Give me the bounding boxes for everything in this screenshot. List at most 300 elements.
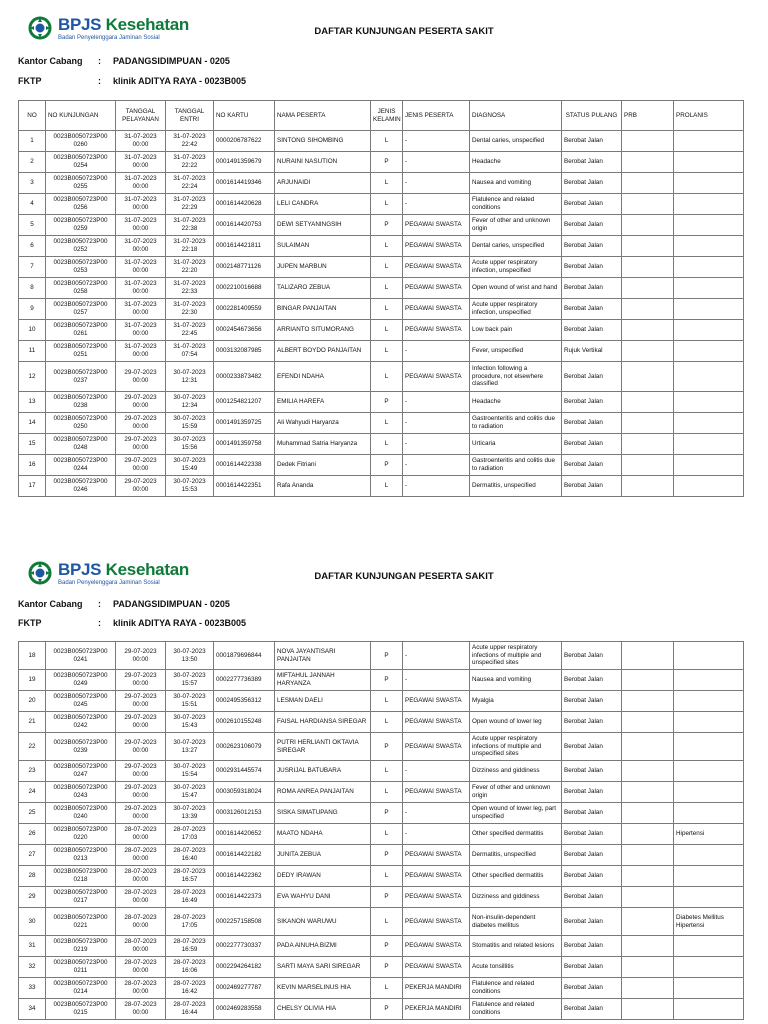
col-no-cell: 32 (19, 957, 46, 978)
col-tanggal-pelayanan-cell: 29-07-2023 00:00 (116, 733, 166, 761)
col-status-pulang-cell: Berobat Jalan (562, 936, 622, 957)
col-tanggal-entri-cell: 30-07-2023 12:34 (166, 392, 214, 413)
col-nama-peserta-cell: FAISAL HARDIANSA SIREGAR (275, 712, 371, 733)
col-no-kartu-cell: 0001614420652 (214, 824, 275, 845)
col-prb-cell (622, 936, 674, 957)
col-no-kunjungan-cell: 0023B0050723P00 0259 (46, 215, 116, 236)
col-no-kartu-cell: 0002294264182 (214, 957, 275, 978)
page-separator (0, 522, 768, 544)
col-no-cell: 10 (19, 320, 46, 341)
col-prb-cell (622, 131, 674, 152)
col-tanggal-pelayanan-cell: 29-07-2023 00:00 (116, 803, 166, 824)
col-nama-peserta-cell: NURAINI NASUTION (275, 152, 371, 173)
col-nama-peserta-cell: EVA WAHYU DANI (275, 887, 371, 908)
col-tanggal-pelayanan-cell: 29-07-2023 00:00 (116, 434, 166, 455)
col-diagnosa-cell: Other specified dermatitis (470, 866, 562, 887)
col-prolanis-cell (674, 733, 744, 761)
col-diagnosa-cell: Other specified dermatitis (470, 824, 562, 845)
col-status-pulang-cell: Berobat Jalan (562, 173, 622, 194)
col-tanggal-entri-cell: 30-07-2023 13:27 (166, 733, 214, 761)
col-no-kartu-cell: 0002623106079 (214, 733, 275, 761)
col-no-kartu-cell: 0001491359758 (214, 434, 275, 455)
col-no-cell: 24 (19, 782, 46, 803)
col-tanggal-pelayanan-cell: 28-07-2023 00:00 (116, 824, 166, 845)
col-no-kunjungan-header: NO KUNJUNGAN (46, 101, 116, 131)
col-jenis-kelamin-cell: L (371, 824, 403, 845)
table-row (19, 712, 744, 733)
col-no-kartu-cell: 0001614420628 (214, 194, 275, 215)
col-jenis-peserta-cell: - (403, 670, 470, 691)
col-no-cell: 11 (19, 341, 46, 362)
col-jenis-kelamin-cell: L (371, 761, 403, 782)
col-status-pulang-cell: Rujuk Vertikal (562, 341, 622, 362)
col-jenis-kelamin-cell: L (371, 782, 403, 803)
col-jenis-kelamin-cell: L (371, 978, 403, 999)
col-tanggal-entri-header: TANGGAL ENTRI (166, 101, 214, 131)
col-diagnosa-cell: Dermatitis, unspecified (470, 476, 562, 497)
col-no-header: NO (19, 101, 46, 131)
col-no-cell: 2 (19, 152, 46, 173)
col-jenis-kelamin-header: JENIS KELAMIN (371, 101, 403, 131)
col-jenis-peserta-cell: PEGAWAI SWASTA (403, 215, 470, 236)
col-prolanis-cell (674, 957, 744, 978)
col-tanggal-pelayanan-cell: 31-07-2023 00:00 (116, 299, 166, 320)
col-no-kartu-cell: 0001879696844 (214, 642, 275, 670)
col-nama-peserta-header: NAMA PESERTA (275, 101, 371, 131)
col-jenis-kelamin-cell: L (371, 362, 403, 392)
table-row (19, 803, 744, 824)
col-prb-cell (622, 278, 674, 299)
col-diagnosa-cell: Acute upper respiratory infection, unspecified (470, 257, 562, 278)
col-tanggal-pelayanan-cell: 31-07-2023 00:00 (116, 194, 166, 215)
col-status-pulang-cell: Berobat Jalan (562, 434, 622, 455)
col-jenis-kelamin-cell: P (371, 215, 403, 236)
col-tanggal-pelayanan-cell: 28-07-2023 00:00 (116, 957, 166, 978)
col-jenis-kelamin-cell: P (371, 733, 403, 761)
col-tanggal-entri-cell: 30-07-2023 15:47 (166, 782, 214, 803)
col-nama-peserta-cell: MIFTAHUL JANNAH HARYANZA (275, 670, 371, 691)
col-nama-peserta-cell: LELI CANDRA (275, 194, 371, 215)
col-nama-peserta-cell: SIKANON WARUWU (275, 908, 371, 936)
col-diagnosa-cell: Flatulence and related conditions (470, 978, 562, 999)
col-no-kunjungan-cell: 0023B0050723P00 0215 (46, 999, 116, 1020)
col-tanggal-pelayanan-cell: 29-07-2023 00:00 (116, 670, 166, 691)
col-jenis-kelamin-cell: L (371, 691, 403, 712)
col-jenis-peserta-cell: PEGAWAI SWASTA (403, 908, 470, 936)
col-diagnosa-header: DIAGNOSA (470, 101, 562, 131)
col-prb-cell (622, 476, 674, 497)
col-no-cell: 20 (19, 691, 46, 712)
table-row (19, 824, 744, 845)
col-nama-peserta-cell: Muhammad Satria Haryanza (275, 434, 371, 455)
col-tanggal-entri-cell: 30-07-2023 15:51 (166, 691, 214, 712)
col-no-cell: 7 (19, 257, 46, 278)
col-prolanis-cell (674, 131, 744, 152)
col-prolanis-cell (674, 299, 744, 320)
col-diagnosa-cell: Acute tonsillitis (470, 957, 562, 978)
col-prb-cell (622, 299, 674, 320)
col-prb-cell (622, 320, 674, 341)
col-diagnosa-cell: Dermatitis, unspecified (470, 845, 562, 866)
col-prb-cell (622, 908, 674, 936)
col-diagnosa-cell: Dental caries, unspecified (470, 236, 562, 257)
col-no-cell: 19 (19, 670, 46, 691)
col-jenis-kelamin-cell: L (371, 320, 403, 341)
col-no-cell: 22 (19, 733, 46, 761)
col-prolanis-cell (674, 670, 744, 691)
col-jenis-peserta-cell: - (403, 455, 470, 476)
col-tanggal-entri-cell: 31-07-2023 22:22 (166, 152, 214, 173)
col-diagnosa-cell: Acute upper respiratory infections of multiple and unspecified sites (470, 733, 562, 761)
col-jenis-kelamin-cell: L (371, 434, 403, 455)
col-status-pulang-cell: Berobat Jalan (562, 866, 622, 887)
col-prb-cell (622, 845, 674, 866)
col-no-kartu-cell: 0002469283558 (214, 999, 275, 1020)
col-no-kartu-header: NO KARTU (214, 101, 275, 131)
col-no-cell: 12 (19, 362, 46, 392)
col-jenis-peserta-cell: - (403, 824, 470, 845)
table-row (19, 999, 744, 1020)
col-tanggal-entri-cell: 31-07-2023 22:33 (166, 278, 214, 299)
col-jenis-peserta-cell: - (403, 152, 470, 173)
col-nama-peserta-cell: ALBERT BOYDO PANJAITAN (275, 341, 371, 362)
table-row (19, 152, 744, 173)
col-no-kartu-cell: 0000233873482 (214, 362, 275, 392)
col-no-kunjungan-cell: 0023B0050723P00 0258 (46, 278, 116, 299)
col-prolanis-cell (674, 236, 744, 257)
col-nama-peserta-cell: ARJUNAIDI (275, 173, 371, 194)
col-jenis-kelamin-cell: P (371, 887, 403, 908)
col-no-kartu-cell: 0001254821207 (214, 392, 275, 413)
col-nama-peserta-cell: ROMA ANREA PANJAITAN (275, 782, 371, 803)
col-tanggal-entri-cell: 31-07-2023 22:45 (166, 320, 214, 341)
col-status-pulang-cell: Berobat Jalan (562, 908, 622, 936)
col-prb-cell (622, 999, 674, 1020)
col-jenis-peserta-cell: PEGAWAI SWASTA (403, 733, 470, 761)
col-prolanis-cell (674, 278, 744, 299)
col-nama-peserta-cell: JUNITA ZEBUA (275, 845, 371, 866)
col-diagnosa-cell: Dizziness and giddiness (470, 761, 562, 782)
col-no-kartu-cell: 0001614420753 (214, 215, 275, 236)
col-prolanis-cell (674, 936, 744, 957)
col-diagnosa-cell: Fever of other and unknown origin (470, 782, 562, 803)
col-no-cell: 21 (19, 712, 46, 733)
col-jenis-peserta-cell: PEGAWAI SWASTA (403, 320, 470, 341)
col-status-pulang-cell: Berobat Jalan (562, 957, 622, 978)
col-no-cell: 8 (19, 278, 46, 299)
col-no-kunjungan-cell: 0023B0050723P00 0248 (46, 434, 116, 455)
col-status-pulang-cell: Berobat Jalan (562, 887, 622, 908)
col-no-kartu-cell: 0002610155248 (214, 712, 275, 733)
col-jenis-peserta-cell: - (403, 803, 470, 824)
col-tanggal-entri-cell: 31-07-2023 22:18 (166, 236, 214, 257)
col-prb-cell (622, 670, 674, 691)
col-prb-cell (622, 236, 674, 257)
col-jenis-peserta-cell: PEGAWAI SWASTA (403, 691, 470, 712)
table-row (19, 299, 744, 320)
col-jenis-peserta-cell: PEKERJA MANDIRI (403, 978, 470, 999)
col-prb-cell (622, 152, 674, 173)
col-status-pulang-cell: Berobat Jalan (562, 455, 622, 476)
col-tanggal-pelayanan-cell: 31-07-2023 00:00 (116, 236, 166, 257)
col-no-cell: 23 (19, 761, 46, 782)
col-diagnosa-cell: Acute upper respiratory infections of multiple and unspecified sites (470, 642, 562, 670)
col-tanggal-pelayanan-cell: 29-07-2023 00:00 (116, 413, 166, 434)
col-jenis-kelamin-cell: L (371, 194, 403, 215)
col-no-cell: 27 (19, 845, 46, 866)
col-status-pulang-cell: Berobat Jalan (562, 999, 622, 1020)
col-no-kunjungan-cell: 0023B0050723P00 0244 (46, 455, 116, 476)
col-prb-header: PRB (622, 101, 674, 131)
col-no-kunjungan-cell: 0023B0050723P00 0261 (46, 320, 116, 341)
table-row (19, 957, 744, 978)
col-no-kunjungan-cell: 0023B0050723P00 0241 (46, 642, 116, 670)
kantor-cabang-row: Kantor Cabang : PADANGSIDIMPUAN - 0205 (18, 56, 230, 66)
col-no-kartu-cell: 0001614422351 (214, 476, 275, 497)
col-jenis-kelamin-cell: L (371, 257, 403, 278)
brand-tagline: Badan Penyelenggara Jaminan Sosial (58, 34, 160, 41)
col-prb-cell (622, 803, 674, 824)
col-nama-peserta-cell: DEWI SETYANINGSIH (275, 215, 371, 236)
col-status-pulang-cell: Berobat Jalan (562, 152, 622, 173)
col-no-cell: 13 (19, 392, 46, 413)
col-no-kunjungan-cell: 0023B0050723P00 0219 (46, 936, 116, 957)
table-row (19, 434, 744, 455)
col-nama-peserta-cell: Dedek Fitriani (275, 455, 371, 476)
col-prb-cell (622, 173, 674, 194)
col-status-pulang-cell: Berobat Jalan (562, 299, 622, 320)
col-prolanis-cell (674, 173, 744, 194)
col-nama-peserta-cell: PUTRI HERLIANTI OKTAVIA SIREGAR (275, 733, 371, 761)
col-no-kunjungan-cell: 0023B0050723P00 0255 (46, 173, 116, 194)
col-status-pulang-cell: Berobat Jalan (562, 236, 622, 257)
col-diagnosa-cell: Gastroenteritis and colitis due to radiation (470, 413, 562, 434)
col-jenis-peserta-cell: PEGAWAI SWASTA (403, 257, 470, 278)
col-jenis-kelamin-cell: L (371, 236, 403, 257)
col-nama-peserta-cell: EFENDI NDAHA (275, 362, 371, 392)
col-jenis-kelamin-cell: P (371, 803, 403, 824)
col-diagnosa-cell: Dental caries, unspecified (470, 131, 562, 152)
col-no-kartu-cell: 0001491359725 (214, 413, 275, 434)
col-tanggal-entri-cell: 31-07-2023 22:38 (166, 215, 214, 236)
col-diagnosa-cell: Low back pain (470, 320, 562, 341)
col-no-kartu-cell: 0000206787622 (214, 131, 275, 152)
col-diagnosa-cell: Fever, unspecified (470, 341, 562, 362)
col-tanggal-pelayanan-cell: 29-07-2023 00:00 (116, 642, 166, 670)
col-no-kunjungan-cell: 0023B0050723P00 0243 (46, 782, 116, 803)
col-prolanis-cell (674, 413, 744, 434)
col-no-kunjungan-cell: 0023B0050723P00 0254 (46, 152, 116, 173)
col-prolanis-cell (674, 434, 744, 455)
col-jenis-peserta-cell: PEGAWAI SWASTA (403, 887, 470, 908)
col-tanggal-entri-cell: 31-07-2023 22:30 (166, 299, 214, 320)
col-no-cell: 9 (19, 299, 46, 320)
col-prb-cell (622, 257, 674, 278)
col-nama-peserta-cell: PADA AINUHA BIZMI (275, 936, 371, 957)
col-prb-cell (622, 455, 674, 476)
col-jenis-peserta-cell: PEKERJA MANDIRI (403, 999, 470, 1020)
col-jenis-kelamin-cell: P (371, 152, 403, 173)
col-prolanis-cell (674, 455, 744, 476)
col-nama-peserta-cell: LESMAN DAELI (275, 691, 371, 712)
col-prolanis-cell (674, 999, 744, 1020)
col-diagnosa-cell: Fever of other and unknown origin (470, 215, 562, 236)
col-jenis-peserta-cell: - (403, 194, 470, 215)
col-tanggal-pelayanan-cell: 28-07-2023 00:00 (116, 978, 166, 999)
col-jenis-peserta-cell: PEGAWAI SWASTA (403, 362, 470, 392)
col-status-pulang-cell: Berobat Jalan (562, 642, 622, 670)
col-jenis-peserta-cell: PEGAWAI SWASTA (403, 936, 470, 957)
col-nama-peserta-cell: Rafa Ananda (275, 476, 371, 497)
col-tanggal-entri-cell: 28-07-2023 17:03 (166, 824, 214, 845)
col-no-kunjungan-cell: 0023B0050723P00 0214 (46, 978, 116, 999)
col-prolanis-cell (674, 320, 744, 341)
col-nama-peserta-cell: ARRIANTO SITUMORANG (275, 320, 371, 341)
col-status-pulang-cell: Berobat Jalan (562, 320, 622, 341)
col-prolanis-cell (674, 761, 744, 782)
col-nama-peserta-cell: Ali Wahyudi Haryanza (275, 413, 371, 434)
col-no-cell: 30 (19, 908, 46, 936)
col-prb-cell (622, 691, 674, 712)
col-jenis-kelamin-cell: L (371, 131, 403, 152)
col-tanggal-entri-cell: 30-07-2023 15:53 (166, 476, 214, 497)
col-tanggal-entri-cell: 28-07-2023 17:05 (166, 908, 214, 936)
table-row (19, 341, 744, 362)
table-row (19, 362, 744, 392)
col-tanggal-entri-cell: 31-07-2023 07:54 (166, 341, 214, 362)
col-no-cell: 5 (19, 215, 46, 236)
col-prb-cell (622, 215, 674, 236)
col-tanggal-pelayanan-cell: 31-07-2023 00:00 (116, 215, 166, 236)
col-no-cell: 26 (19, 824, 46, 845)
brand-name: BPJS Kesehatan (58, 14, 189, 34)
col-prb-cell (622, 362, 674, 392)
col-status-pulang-cell: Berobat Jalan (562, 803, 622, 824)
col-tanggal-pelayanan-cell: 31-07-2023 00:00 (116, 152, 166, 173)
col-no-kunjungan-cell: 0023B0050723P00 0250 (46, 413, 116, 434)
col-no-kunjungan-cell: 0023B0050723P00 0256 (46, 194, 116, 215)
col-jenis-kelamin-cell: P (371, 392, 403, 413)
col-tanggal-pelayanan-cell: 29-07-2023 00:00 (116, 362, 166, 392)
col-nama-peserta-cell: KEVIN MARSELINUS HIA (275, 978, 371, 999)
col-no-kunjungan-cell: 0023B0050723P00 0238 (46, 392, 116, 413)
col-tanggal-entri-cell: 30-07-2023 15:56 (166, 434, 214, 455)
table-row (19, 978, 744, 999)
table-header-row (19, 101, 744, 131)
col-jenis-kelamin-cell: P (371, 936, 403, 957)
col-diagnosa-cell: Nausea and vomiting (470, 670, 562, 691)
col-no-kartu-cell: 0002277730337 (214, 936, 275, 957)
col-jenis-peserta-cell: - (403, 413, 470, 434)
col-no-cell: 15 (19, 434, 46, 455)
col-tanggal-pelayanan-cell: 29-07-2023 00:00 (116, 712, 166, 733)
col-tanggal-entri-cell: 30-07-2023 12:31 (166, 362, 214, 392)
table-row (19, 936, 744, 957)
col-no-kunjungan-cell: 0023B0050723P00 0218 (46, 866, 116, 887)
col-status-pulang-cell: Berobat Jalan (562, 712, 622, 733)
visit-table-continued (18, 641, 744, 1020)
col-jenis-peserta-cell: PEGAWAI SWASTA (403, 299, 470, 320)
col-tanggal-entri-cell: 28-07-2023 16:40 (166, 845, 214, 866)
col-jenis-kelamin-cell: P (371, 957, 403, 978)
col-jenis-kelamin-cell: P (371, 999, 403, 1020)
col-jenis-peserta-cell: - (403, 642, 470, 670)
col-status-pulang-cell: Berobat Jalan (562, 392, 622, 413)
col-nama-peserta-cell: JUPEN MARBUN (275, 257, 371, 278)
col-jenis-peserta-cell: - (403, 761, 470, 782)
col-jenis-peserta-cell: PEGAWAI SWASTA (403, 957, 470, 978)
col-no-kartu-cell: 0002469277787 (214, 978, 275, 999)
col-diagnosa-cell: Non-insulin-dependent diabetes mellitus (470, 908, 562, 936)
visit-table (18, 100, 744, 497)
col-diagnosa-cell: Myalgia (470, 691, 562, 712)
col-prb-cell (622, 341, 674, 362)
col-prb-cell (622, 866, 674, 887)
col-tanggal-pelayanan-cell: 29-07-2023 00:00 (116, 476, 166, 497)
col-jenis-kelamin-cell: L (371, 299, 403, 320)
col-nama-peserta-cell: JUSRIJAL BATUBARA (275, 761, 371, 782)
col-prb-cell (622, 887, 674, 908)
col-no-cell: 3 (19, 173, 46, 194)
col-tanggal-pelayanan-cell: 31-07-2023 00:00 (116, 173, 166, 194)
col-status-pulang-cell: Berobat Jalan (562, 131, 622, 152)
col-tanggal-entri-cell: 31-07-2023 22:24 (166, 173, 214, 194)
table-row (19, 392, 744, 413)
col-no-cell: 1 (19, 131, 46, 152)
col-no-kartu-cell: 0001614422338 (214, 455, 275, 476)
col-status-pulang-cell: Berobat Jalan (562, 215, 622, 236)
col-nama-peserta-cell: DEDY IRAWAN (275, 866, 371, 887)
col-diagnosa-cell: Headache (470, 392, 562, 413)
col-no-cell: 29 (19, 887, 46, 908)
report-page-2 (0, 545, 768, 1024)
fktp-row: FKTP : klinik ADITYA RAYA - 0023B005 (18, 618, 247, 628)
table-row (19, 215, 744, 236)
col-prb-cell (622, 978, 674, 999)
col-diagnosa-cell: Open wound of wrist and hand (470, 278, 562, 299)
col-tanggal-pelayanan-cell: 31-07-2023 00:00 (116, 257, 166, 278)
col-no-kartu-cell: 0002277736389 (214, 670, 275, 691)
col-no-kartu-cell: 0003126012153 (214, 803, 275, 824)
col-no-kunjungan-cell: 0023B0050723P00 0251 (46, 341, 116, 362)
col-no-kartu-cell: 0003132087985 (214, 341, 275, 362)
col-prolanis-cell (674, 194, 744, 215)
col-status-pulang-cell: Berobat Jalan (562, 782, 622, 803)
col-jenis-peserta-cell: - (403, 341, 470, 362)
document-title: DAFTAR KUNJUNGAN PESERTA SAKIT (314, 26, 494, 37)
col-no-kunjungan-cell: 0023B0050723P00 0220 (46, 824, 116, 845)
col-no-kartu-cell: 0001614422182 (214, 845, 275, 866)
col-jenis-kelamin-cell: L (371, 413, 403, 434)
col-diagnosa-cell: Headache (470, 152, 562, 173)
col-nama-peserta-cell: BINGAR PANJAITAN (275, 299, 371, 320)
col-tanggal-entri-cell: 28-07-2023 16:06 (166, 957, 214, 978)
table-row (19, 173, 744, 194)
col-no-kartu-cell: 0002257158508 (214, 908, 275, 936)
col-jenis-peserta-cell: - (403, 392, 470, 413)
col-jenis-kelamin-cell: L (371, 908, 403, 936)
col-status-pulang-cell: Berobat Jalan (562, 691, 622, 712)
table-row (19, 194, 744, 215)
col-prolanis-cell (674, 642, 744, 670)
table-row (19, 236, 744, 257)
col-prb-cell (622, 434, 674, 455)
col-no-kartu-cell: 0002210016688 (214, 278, 275, 299)
col-prolanis-cell (674, 887, 744, 908)
col-jenis-peserta-cell: - (403, 131, 470, 152)
col-status-pulang-cell: Berobat Jalan (562, 824, 622, 845)
col-diagnosa-cell: Nausea and vomiting (470, 173, 562, 194)
